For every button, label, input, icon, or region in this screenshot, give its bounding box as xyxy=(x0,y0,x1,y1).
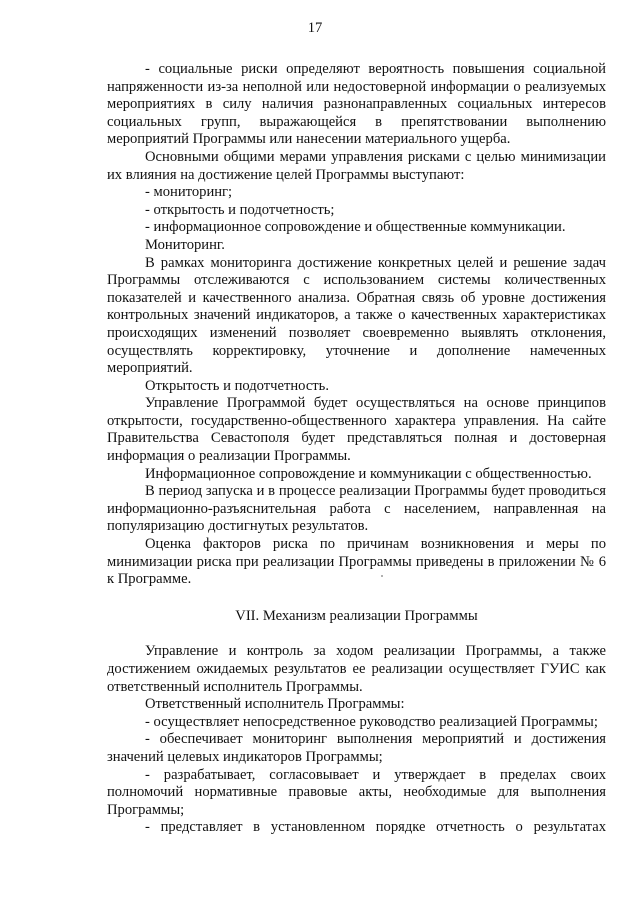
paragraph-openness: Управление Программой будет осуществляться на основе принципов открытости, государственно-общественного характера управления. На сайте Правительства Севастополя будет представляться полная и достоверная информация о реализации Программы. xyxy=(107,395,606,465)
subheading-openness: Открытость и подотчетность. xyxy=(145,377,329,394)
list-item-monitoring: - мониторинг; xyxy=(145,184,233,201)
paragraph-information-support: В период запуска и в процессе реализации Программы будет проводиться информационно-разъяснительная работа с населением, направленная на популяризацию достигнутых результатов. xyxy=(107,483,606,535)
subheading-monitoring: Мониторинг. xyxy=(145,236,225,253)
list-item-direct-management: - осуществляет непосредственное руководство реализацией Программы; xyxy=(145,713,598,730)
subheading-information-support: Информационное сопровождение и коммуникации с общественностью. xyxy=(145,465,592,482)
paragraph-risk-assessment: Оценка факторов риска по причинам возникновения и меры по минимизации риска при реализации Программы приведены в приложении № 6 к Программе. xyxy=(107,536,606,588)
page-number: 17 xyxy=(307,20,323,36)
paragraph-management-control: Управление и контроль за ходом реализации Программы, а также достижением ожидаемых результатов ее реализации осуществляет ГУИС как ответственный исполнитель Программы. xyxy=(107,643,606,695)
scan-speck xyxy=(381,575,383,577)
list-item-ensure-monitoring: - обеспечивает мониторинг выполнения мероприятий и достижения значений целевых индикаторов Программы; xyxy=(107,731,606,765)
list-item-information-support: - информационное сопровождение и общественные коммуникации. xyxy=(145,219,566,236)
paragraph-responsible-executor: Ответственный исполнитель Программы: xyxy=(145,696,405,713)
list-item-develop-acts: - разрабатывает, согласовывает и утверждает в пределах своих полномочий нормативные правовые акты, необходимые для выполнения Программы; xyxy=(107,766,606,818)
section-heading: VII. Механизм реализации Программы xyxy=(235,607,478,624)
paragraph-monitoring: В рамках мониторинга достижение конкретных целей и решение задач Программы отслеживаются с использованием системы количественных показателей и качественного анализа. Обратная связь об уровне достижения контрольных значений индикаторов, а также о качественных характеристиках происходящих изменений позволяет своевременно выявлять отклонения, осуществлять корректировку, уточнение и дополнение намеченных мероприятий. xyxy=(107,254,606,377)
document-body xyxy=(107,61,606,837)
paragraph-risk-measures: Основными общими мерами управления рисками с целью минимизации их влияния на достижение целей Программы выступают: xyxy=(107,148,606,183)
list-item-openness: - открытость и подотчетность; xyxy=(145,201,335,218)
paragraph-social-risks: - социальные риски определяют вероятность повышения социальной напряженности из-за неполной или недостоверной информации о реализуемых мероприятиях в силу наличия разнонаправленных социальных интересов социальных групп, выражающейся в препятствовании выполнению мероприятий Программы или нанесении материального ущерба. xyxy=(107,61,606,148)
list-item-report-results: - представляет в установленном порядке отчетность о результатах xyxy=(145,819,606,836)
